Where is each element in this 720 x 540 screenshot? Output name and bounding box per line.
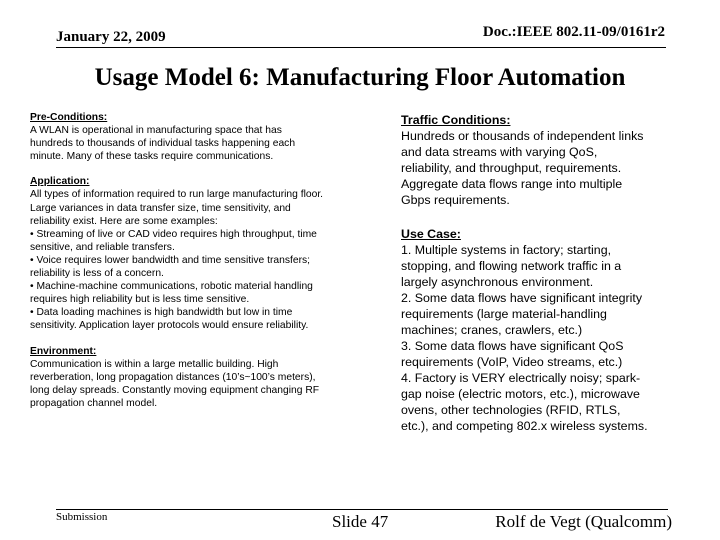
preconditions-body bbox=[30, 124, 375, 163]
text-line: Large variances in data transfer size, time sensitivity, and bbox=[30, 202, 291, 214]
text-line: Aggregate data flows range into multiple bbox=[401, 177, 623, 191]
text-line: etc.), and competing 802.x wireless systems. bbox=[401, 419, 648, 433]
header-date: January 22, 2009 bbox=[56, 29, 166, 45]
application-heading: Application: bbox=[30, 176, 90, 188]
footer-divider bbox=[56, 509, 668, 510]
text-line: reliability exist. Here are some examples: bbox=[30, 215, 218, 227]
text-line: Communication is within a large metallic building. High bbox=[30, 358, 279, 370]
environment-section bbox=[30, 345, 375, 410]
text-line: 3. Some data flows have significant QoS bbox=[401, 339, 624, 353]
environment-heading: Environment: bbox=[30, 345, 97, 357]
text-line: ovens, other technologies (RFID, RTLS, bbox=[401, 403, 621, 417]
text-line: • Voice requires lower bandwidth and time sensitive transfers; bbox=[30, 254, 311, 266]
header-divider bbox=[56, 47, 666, 48]
text-line: propagation channel model. bbox=[30, 397, 158, 409]
text-line: Gbps requirements. bbox=[401, 193, 510, 207]
left-column bbox=[30, 111, 375, 422]
application-section bbox=[30, 175, 375, 332]
text-line: Hundreds or thousands of independent links bbox=[401, 129, 644, 143]
use-case-heading: Use Case: bbox=[401, 227, 461, 241]
text-line: gap noise (electric motors, etc.), microwave bbox=[401, 387, 640, 401]
application-body bbox=[30, 188, 375, 332]
text-line: sensitivity. Application layer protocols would ensure reliability. bbox=[30, 320, 309, 332]
footer-author: Rolf de Vegt (Qualcomm) bbox=[495, 512, 672, 531]
preconditions-section bbox=[30, 111, 375, 163]
text-line: sensitive, and reliable transfers. bbox=[30, 241, 175, 253]
text-line: reliability, and throughput, requirements. bbox=[401, 161, 622, 175]
text-line: All types of information required to run large manufacturing floor. bbox=[30, 189, 324, 201]
footer-slide-number: Slide 47 bbox=[332, 512, 389, 531]
traffic-body bbox=[401, 128, 693, 208]
slide-title: Usage Model 6: Manufacturing Floor Automation bbox=[94, 64, 626, 91]
text-line: and data streams with varying QoS, bbox=[401, 145, 598, 159]
text-line: requires high reliability but is less time sensitive. bbox=[30, 294, 250, 306]
text-line: 4. Factory is VERY electrically noisy; spark- bbox=[401, 371, 641, 385]
text-line: 1. Multiple systems in factory; starting, bbox=[401, 243, 612, 257]
text-line: minute. Many of these tasks require communications. bbox=[30, 151, 274, 163]
text-line: stopping, and flowing network traffic in a bbox=[401, 259, 622, 273]
preconditions-heading: Pre-Conditions: bbox=[30, 112, 108, 123]
traffic-section bbox=[401, 112, 693, 208]
footer-submission: Submission bbox=[56, 511, 108, 523]
header-doc-id: Doc.:IEEE 802.11-09/0161r2 bbox=[482, 24, 665, 40]
text-line: • Data loading machines is high bandwidth but low in time bbox=[30, 307, 293, 319]
text-line: 2. Some data flows have significant integrity bbox=[401, 291, 643, 305]
text-line: machines; cranes, crawlers, etc.) bbox=[401, 323, 583, 337]
right-column bbox=[401, 112, 693, 452]
text-line: A WLAN is operational in manufacturing space that has bbox=[30, 125, 282, 137]
traffic-heading: Traffic Conditions: bbox=[401, 113, 511, 127]
use-case-body bbox=[401, 242, 693, 434]
text-line: reliability is less of a concern. bbox=[30, 268, 164, 280]
text-line: requirements (VoIP, Video streams, etc.) bbox=[401, 355, 623, 369]
text-line: • Streaming of live or CAD video requires high throughput, time bbox=[30, 228, 317, 240]
text-line: hundreds to thousands of individual tasks happening each bbox=[30, 138, 296, 150]
use-case-section bbox=[401, 226, 693, 434]
text-line: requirements (large material-handling bbox=[401, 307, 607, 321]
environment-body bbox=[30, 358, 375, 410]
text-line: largely asynchronous environment. bbox=[401, 275, 594, 289]
text-line: long delay spreads. Constantly moving equipment changing RF bbox=[30, 384, 320, 396]
text-line: • Machine-machine communications, robotic material handling bbox=[30, 281, 313, 293]
text-line: reverberation, long propagation distances (10’s~100’s meters), bbox=[30, 371, 316, 383]
